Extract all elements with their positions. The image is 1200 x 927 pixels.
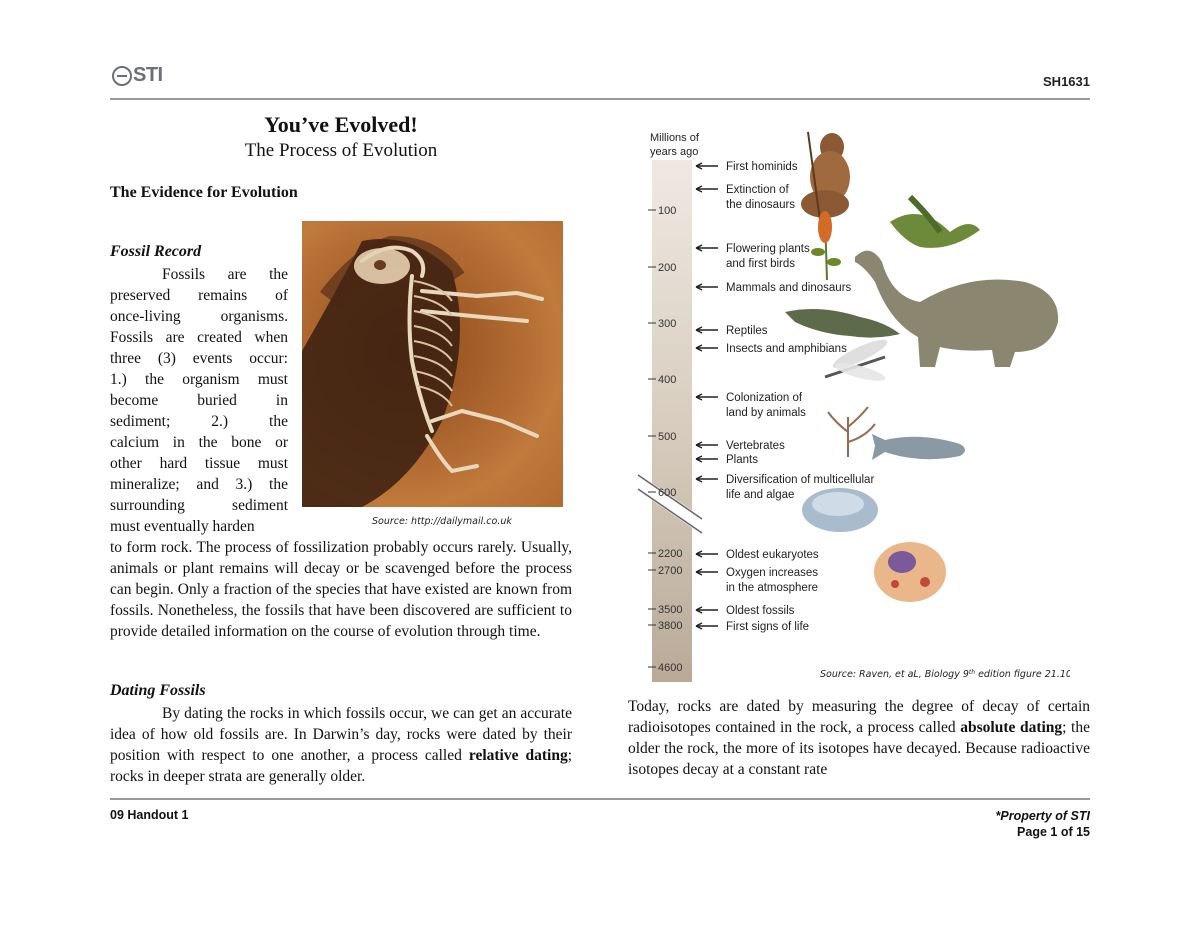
event-label: Mammals and dinosaurs bbox=[726, 282, 852, 294]
event-arrow-icon bbox=[696, 245, 718, 251]
page-number: Page 1 of 15 bbox=[1017, 825, 1090, 839]
event-arrow-icon bbox=[696, 551, 718, 557]
land-plant-illustration bbox=[828, 407, 875, 457]
event-label: life and algae bbox=[726, 489, 795, 501]
event-label: in the atmosphere bbox=[726, 582, 819, 594]
globe-icon bbox=[112, 66, 132, 86]
event-arrow-icon bbox=[696, 345, 718, 351]
event-arrow-icon bbox=[696, 442, 718, 448]
jellyfish-illustration bbox=[802, 488, 878, 532]
axis-tick-label: 3500 bbox=[658, 604, 683, 616]
hominid-illustration bbox=[801, 132, 850, 220]
absolute-text-after: ; the older the rock, the more of its isotopes have decayed. Because radioactive isotopes decay at a constant rate bbox=[628, 719, 1090, 778]
axis-tick-label: 2200 bbox=[658, 548, 683, 560]
wrap-line: Fossils are created when bbox=[110, 329, 288, 346]
axis-tick-label: 500 bbox=[658, 431, 677, 443]
event-label: Oldest eukaryotes bbox=[726, 549, 819, 561]
event-label: the dinosaurs bbox=[726, 199, 796, 211]
fossil-image bbox=[302, 221, 563, 507]
fossil-record-heading: Fossil Record bbox=[110, 243, 202, 260]
event-arrow-icon bbox=[696, 607, 718, 613]
event-label: Diversification of multicellular bbox=[726, 474, 875, 486]
flower-plant-illustration bbox=[811, 211, 841, 280]
event-label: Vertebrates bbox=[726, 440, 785, 452]
axis-tick-label: 2700 bbox=[658, 565, 683, 577]
event-arrow-icon bbox=[696, 476, 718, 482]
event-label: land by animals bbox=[726, 407, 806, 419]
event-label: First hominids bbox=[726, 161, 798, 173]
relative-dating-term: relative dating bbox=[468, 747, 568, 764]
wrap-line: sediment; 2.) the bbox=[110, 413, 288, 430]
axis-title-line2: years ago bbox=[650, 146, 699, 158]
page-subtitle: The Process of Evolution bbox=[244, 140, 438, 161]
wrap-line: surrounding sediment bbox=[110, 497, 288, 514]
wrap-line: once-living organisms. bbox=[110, 308, 288, 325]
dating-text-before: By dating the rocks in which fossils occur, we can get an accurate idea of how old fossils are. In Darwin’s day, rocks were dated by their position with respect to one another, a process called bbox=[110, 705, 572, 764]
event-label: and first birds bbox=[726, 258, 796, 270]
figure-caption-sup: th bbox=[968, 668, 976, 676]
fossil-image-caption: Source: http://dailymail.co.uk bbox=[372, 516, 512, 527]
axis-tick-label: 400 bbox=[658, 374, 677, 386]
event-arrow-icon bbox=[696, 456, 718, 462]
event-label: Reptiles bbox=[726, 325, 768, 337]
wrap-line: other hard tissue must bbox=[110, 455, 288, 472]
event-label: Flowering plants bbox=[726, 243, 810, 255]
axis-tick-label: 200 bbox=[658, 262, 677, 274]
wrap-line: three (3) events occur: bbox=[110, 350, 288, 367]
event-arrow-icon bbox=[696, 163, 718, 169]
header-divider bbox=[110, 98, 1090, 100]
fish-illustration bbox=[872, 434, 965, 460]
event-label: Extinction of bbox=[726, 184, 789, 196]
wrap-line: 1.) the organism must bbox=[110, 371, 288, 388]
section-heading: The Evidence for Evolution bbox=[110, 184, 298, 201]
wrap-line: Fossils are the bbox=[162, 266, 288, 283]
figure-caption-end: edition figure 21.10 bbox=[975, 669, 1070, 680]
fossil-skeleton-icon bbox=[302, 221, 563, 507]
wrap-line: become buried in bbox=[110, 392, 288, 409]
absolute-dating-term: absolute dating bbox=[960, 719, 1063, 736]
axis-tick-label: 3800 bbox=[658, 620, 683, 632]
logo-text: STI bbox=[133, 64, 163, 86]
fossil-record-wrapped-text bbox=[110, 264, 288, 537]
document-code: SH1631 bbox=[1043, 74, 1090, 89]
dating-fossils-heading: Dating Fossils bbox=[110, 682, 206, 699]
evolution-timeline-figure bbox=[620, 122, 1070, 690]
event-label: First signs of life bbox=[726, 621, 810, 633]
handout-label: 09 Handout 1 bbox=[110, 808, 189, 822]
page-title: You’ve Evolved! bbox=[264, 112, 418, 137]
wrap-line: mineralize; and 3.) the bbox=[110, 476, 288, 493]
axis-tick-label: 600 bbox=[658, 487, 677, 499]
eukaryote-cell-illustration bbox=[874, 542, 946, 602]
event-label: Oldest fossils bbox=[726, 605, 795, 617]
wrap-line: calcium in the bone or bbox=[110, 434, 288, 451]
figure-caption bbox=[820, 669, 1070, 681]
axis-title-line1: Millions of bbox=[650, 132, 699, 144]
wrap-line: preserved remains of bbox=[110, 287, 288, 304]
wrap-line: must eventually harden bbox=[110, 518, 255, 535]
event-arrow-icon bbox=[696, 284, 718, 290]
dating-fossils-paragraph bbox=[110, 703, 572, 787]
sauropod-dinosaur-illustration bbox=[855, 251, 1058, 367]
event-arrow-icon bbox=[696, 186, 718, 192]
fossil-record-continuation: to form rock. The process of fossilization probably occurs rarely. Usually, animals or plant remains will decay or be scavenged before the process can begin. Only a fraction of the species that have existed are known from fossils. Nonetheless, the fossils that have been discovered are sufficient to provide detailed information on the course of evolution through time. bbox=[110, 539, 572, 640]
crocodile-illustration bbox=[785, 309, 900, 338]
event-label: Colonization of bbox=[726, 392, 803, 404]
absolute-dating-paragraph bbox=[628, 696, 1090, 780]
figure-caption-main: Source: Raven, et aL, Biology 9 bbox=[820, 669, 969, 680]
dating-text-after: ; rocks in deeper strata are generally older. bbox=[110, 747, 573, 785]
axis-tick-label: 4600 bbox=[658, 662, 683, 674]
axis-tick-label: 300 bbox=[658, 318, 677, 330]
event-arrow-icon bbox=[696, 327, 718, 333]
bird-dinosaur-illustration bbox=[890, 197, 980, 248]
event-label: Oxygen increases bbox=[726, 567, 819, 579]
event-label: Insects and amphibians bbox=[726, 343, 847, 355]
absolute-text-before: Today, rocks are dated by measuring the degree of decay of certain radioisotopes contained in the rock, a process called bbox=[628, 698, 1090, 736]
event-arrow-icon bbox=[696, 569, 718, 575]
sti-logo bbox=[112, 64, 163, 87]
property-note: *Property of STI bbox=[995, 809, 1090, 823]
footer-divider bbox=[110, 798, 1090, 800]
footer-right bbox=[996, 808, 1090, 840]
timeline-svg bbox=[620, 122, 1070, 690]
event-arrow-icon bbox=[696, 394, 718, 400]
event-label: Plants bbox=[726, 454, 758, 466]
axis-tick-label: 100 bbox=[658, 205, 677, 217]
event-arrow-icon bbox=[696, 623, 718, 629]
